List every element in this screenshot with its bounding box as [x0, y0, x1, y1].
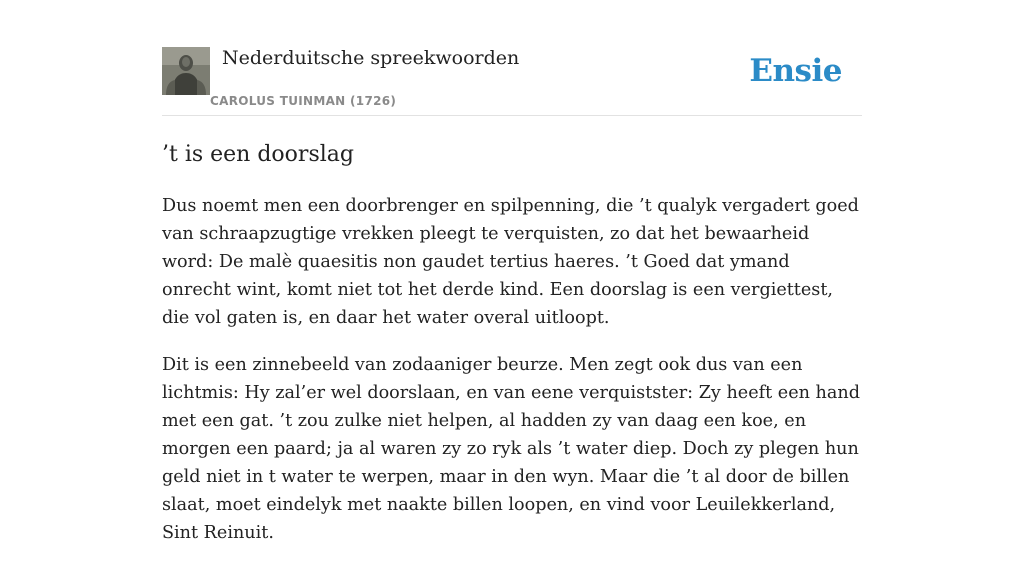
source-header — [162, 46, 862, 116]
author-portrait-icon[interactable] — [162, 47, 210, 95]
entry-title: ’t is een doorslag — [162, 142, 354, 167]
ensie-logo[interactable]: Ensie — [749, 53, 842, 89]
entry-card — [162, 0, 862, 543]
book-title[interactable]: Nederduitsche spreekwoorden — [222, 47, 520, 69]
entry-paragraph: Dit is een zinnebeeld van zodaaniger beurze. Men zegt ook dus van een lichtmis: Hy zal’er wel doorslaan, en van eene verquistster: Zy heeft een hand met een gat. ’t zou zulke niet helpen, al hadden zy van daag een koe, en morgen een paard; ja al waren zy zo ryk als ’t water diep. Doch zy plegen hun geld niet in t water te werpen, maar in den wyn. Maar die ’t al door de billen slaat, moet eindelyk met naakte billen loopen, en vind voor Leuilekkerland, Sint Reinuit. — [162, 355, 860, 543]
entry-paragraph: Dus noemt men een doorbrenger en spilpenning, die ’t qualyk vergadert goed van schraapzugtige vrekken pleegt te verquisten, zo dat het bewaarheid word: De malè quaesitis non gaudet tertius haeres. ’t Goed dat ymand onrecht wint, komt niet tot het derde kind. Een doorslag is een vergiettest, die vol gaten is, en daar het water overal uitloopt. — [162, 196, 859, 328]
author-name[interactable]: CAROLUS TUINMAN (1726) — [210, 94, 397, 108]
entry-body — [162, 192, 862, 566]
